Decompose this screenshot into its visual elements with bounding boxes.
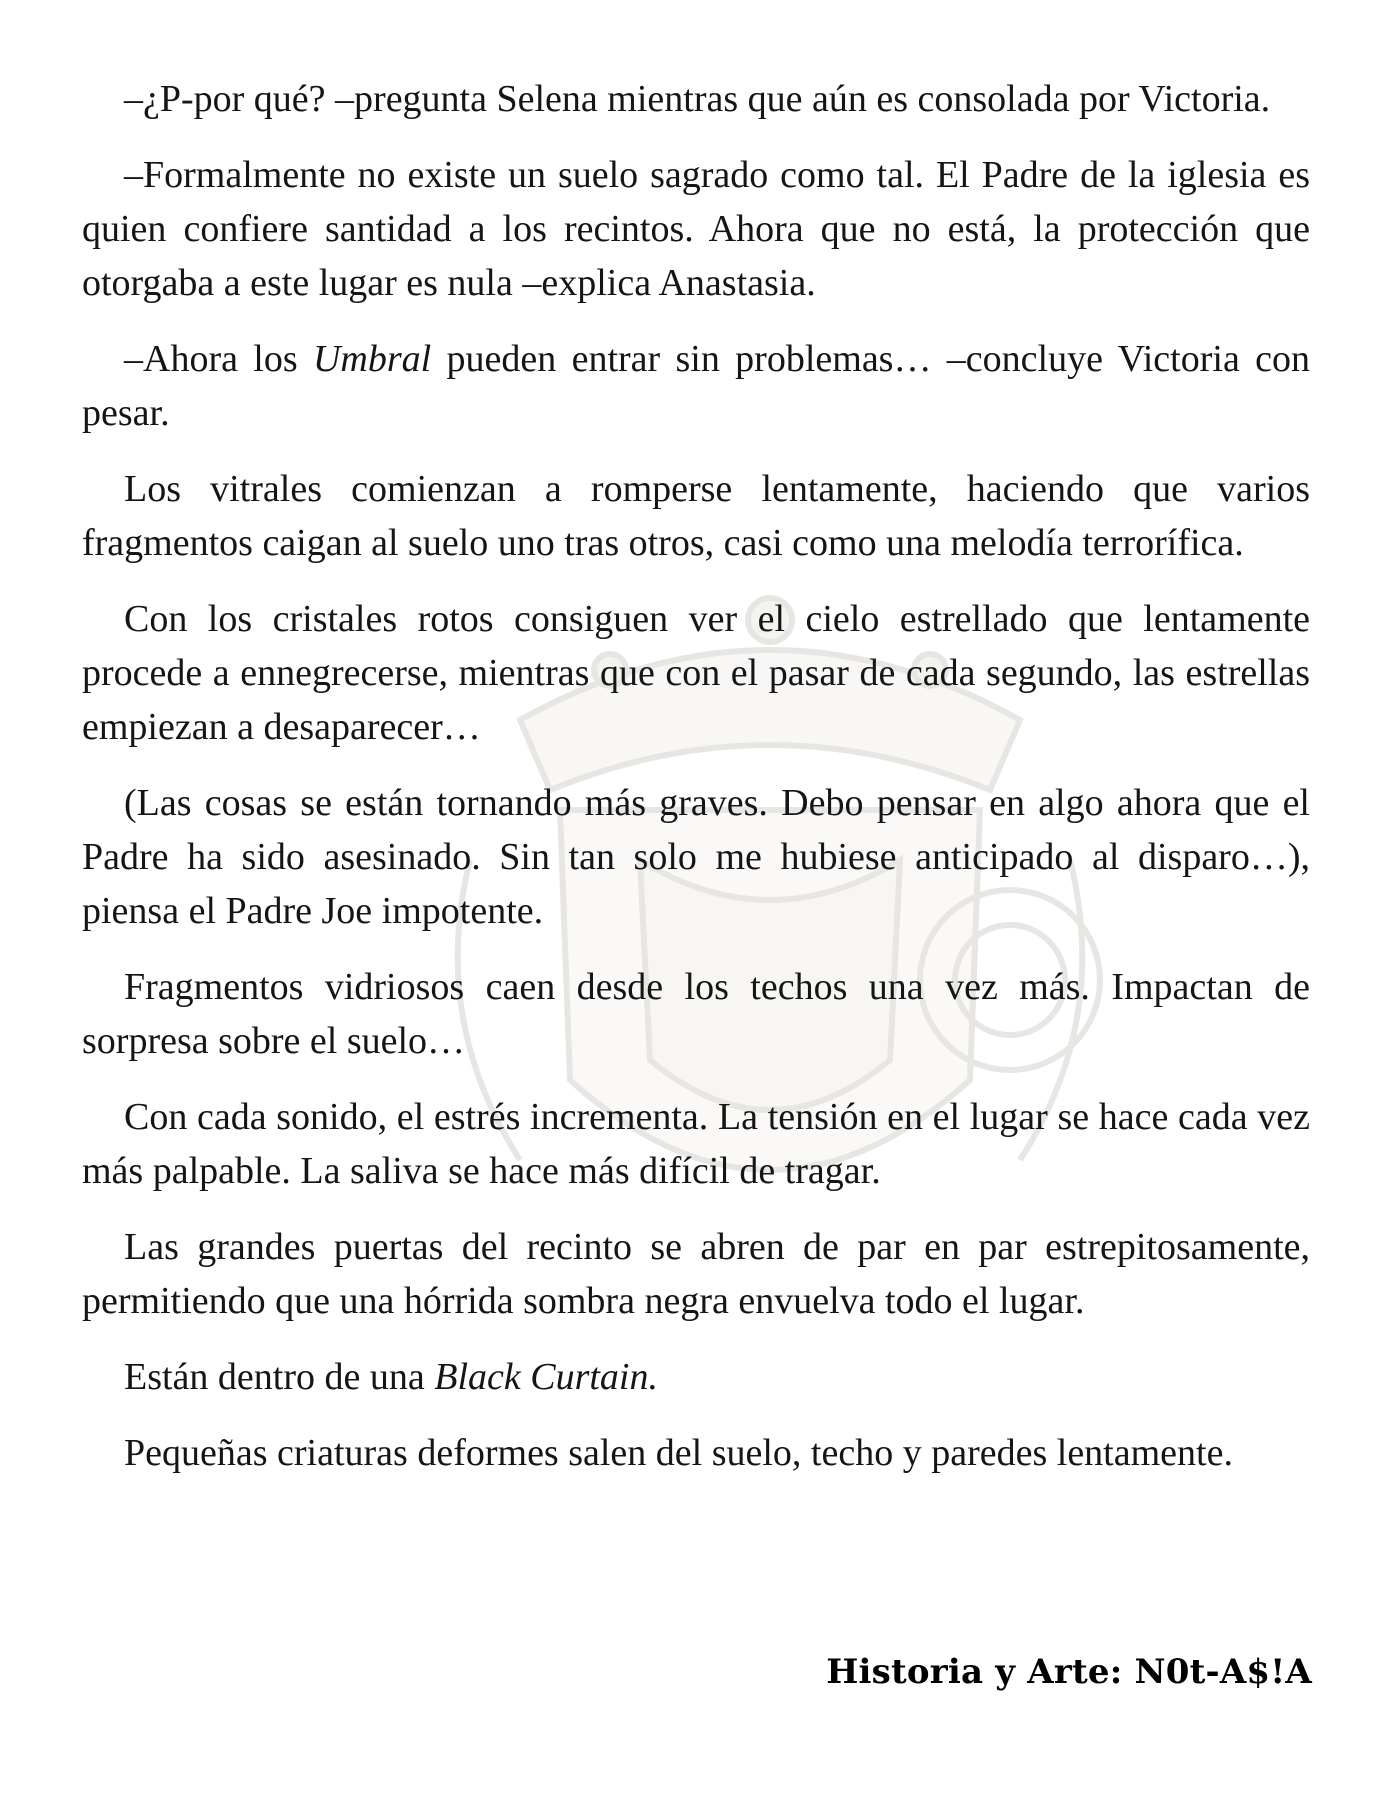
paragraph-3: –Ahora los Umbral pueden entrar sin problemas… –concluye Victoria con pesar.	[82, 338, 1310, 434]
paragraph-2: –Formalmente no existe un suelo sagrado como tal. El Padre de la iglesia es quien confiere santidad a los recintos. Ahora que no está, la protección que otorgaba a este lugar es nula –explica Anastasia.	[82, 154, 1310, 304]
paragraph-11: Pequeñas criaturas deformes salen del suelo, techo y paredes lentamente.	[124, 1432, 1233, 1474]
paragraph-9: Las grandes puertas del recinto se abren de par en par estrepitosamente, permitiendo que una hórrida sombra negra envuelva todo el lugar.	[82, 1226, 1310, 1322]
paragraph-8: Con cada sonido, el estrés incrementa. La tensión en el lugar se hace cada vez más palpable. La saliva se hace más difícil de tragar.	[82, 1096, 1310, 1192]
author-credit: Historia y Arte: N0t-A$!A	[826, 1652, 1312, 1692]
italic-term-umbral: Umbral	[312, 338, 432, 380]
story-text	[82, 72, 1310, 1502]
paragraph-7: Fragmentos vidriosos caen desde los techos una vez más. Impactan de sorpresa sobre el suelo…	[82, 966, 1310, 1062]
paragraph-5: Con los cristales rotos consiguen ver el cielo estrellado que lentamente procede a ennegrecerse, mientras que con el pasar de cada segundo, las estrellas empiezan a desaparecer…	[82, 598, 1310, 748]
paragraph-10: Están dentro de una Black Curtain.	[124, 1356, 658, 1398]
paragraph-6: (Las cosas se están tornando más graves. Debo pensar en algo ahora que el Padre ha sido asesinado. Sin tan solo me hubiese anticipado al disparo…), piensa el Padre Joe impotente.	[82, 782, 1310, 932]
italic-term-black-curtain: Black Curtain.	[434, 1356, 658, 1398]
paragraph-4: Los vitrales comienzan a romperse lentamente, haciendo que varios fragmentos caigan al suelo uno tras otros, casi como una melodía terrorífica.	[82, 468, 1310, 564]
paragraph-1: –¿P-por qué? –pregunta Selena mientras que aún es consolada por Victoria.	[124, 78, 1271, 120]
